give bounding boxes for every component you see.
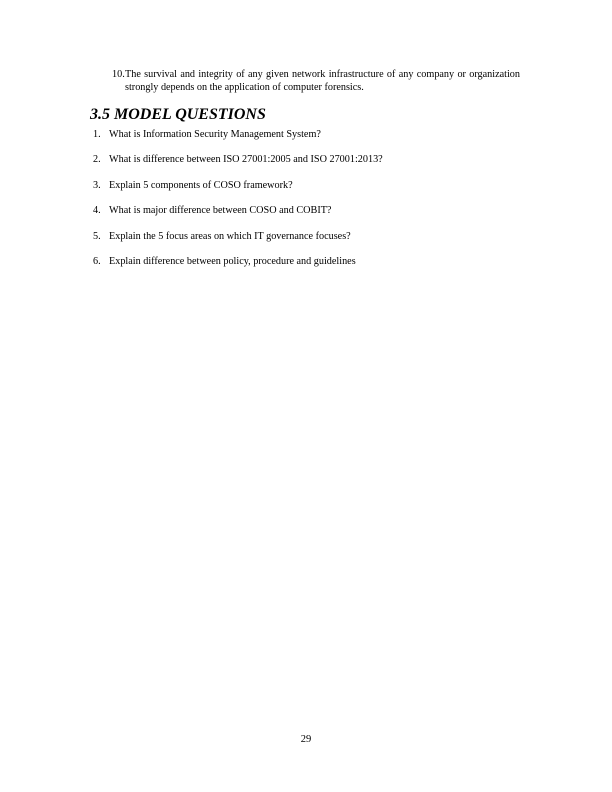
question-number: 1. bbox=[93, 129, 101, 140]
question-number: 2. bbox=[93, 154, 101, 166]
page-number: 29 bbox=[300, 734, 312, 745]
question-number: 3. bbox=[93, 179, 101, 191]
question-text: Explain the 5 focus areas on which IT governance focuses? bbox=[109, 230, 351, 242]
question-text: Explain difference between policy, procedure and guidelines bbox=[109, 255, 356, 267]
question-number: 6. bbox=[93, 255, 101, 267]
question-number: 5. bbox=[93, 230, 101, 242]
list-item-10 bbox=[112, 68, 520, 94]
list-item-text: The survival and integrity of any given network infrastructure of any company or organization strongly depends on the application of computer forensics. bbox=[125, 69, 520, 93]
question-text: What is major difference between COSO and COBIT? bbox=[109, 205, 332, 217]
question-text: Explain 5 components of COSO framework? bbox=[109, 179, 293, 191]
list-item-number: 10. bbox=[112, 69, 125, 80]
question-text: What is Information Security Management System? bbox=[109, 129, 321, 140]
section-heading: 3.5 MODEL QUESTIONS bbox=[90, 106, 266, 123]
question-number: 4. bbox=[93, 205, 101, 217]
question-text: What is difference between ISO 27001:2005 and ISO 27001:2013? bbox=[109, 154, 383, 166]
